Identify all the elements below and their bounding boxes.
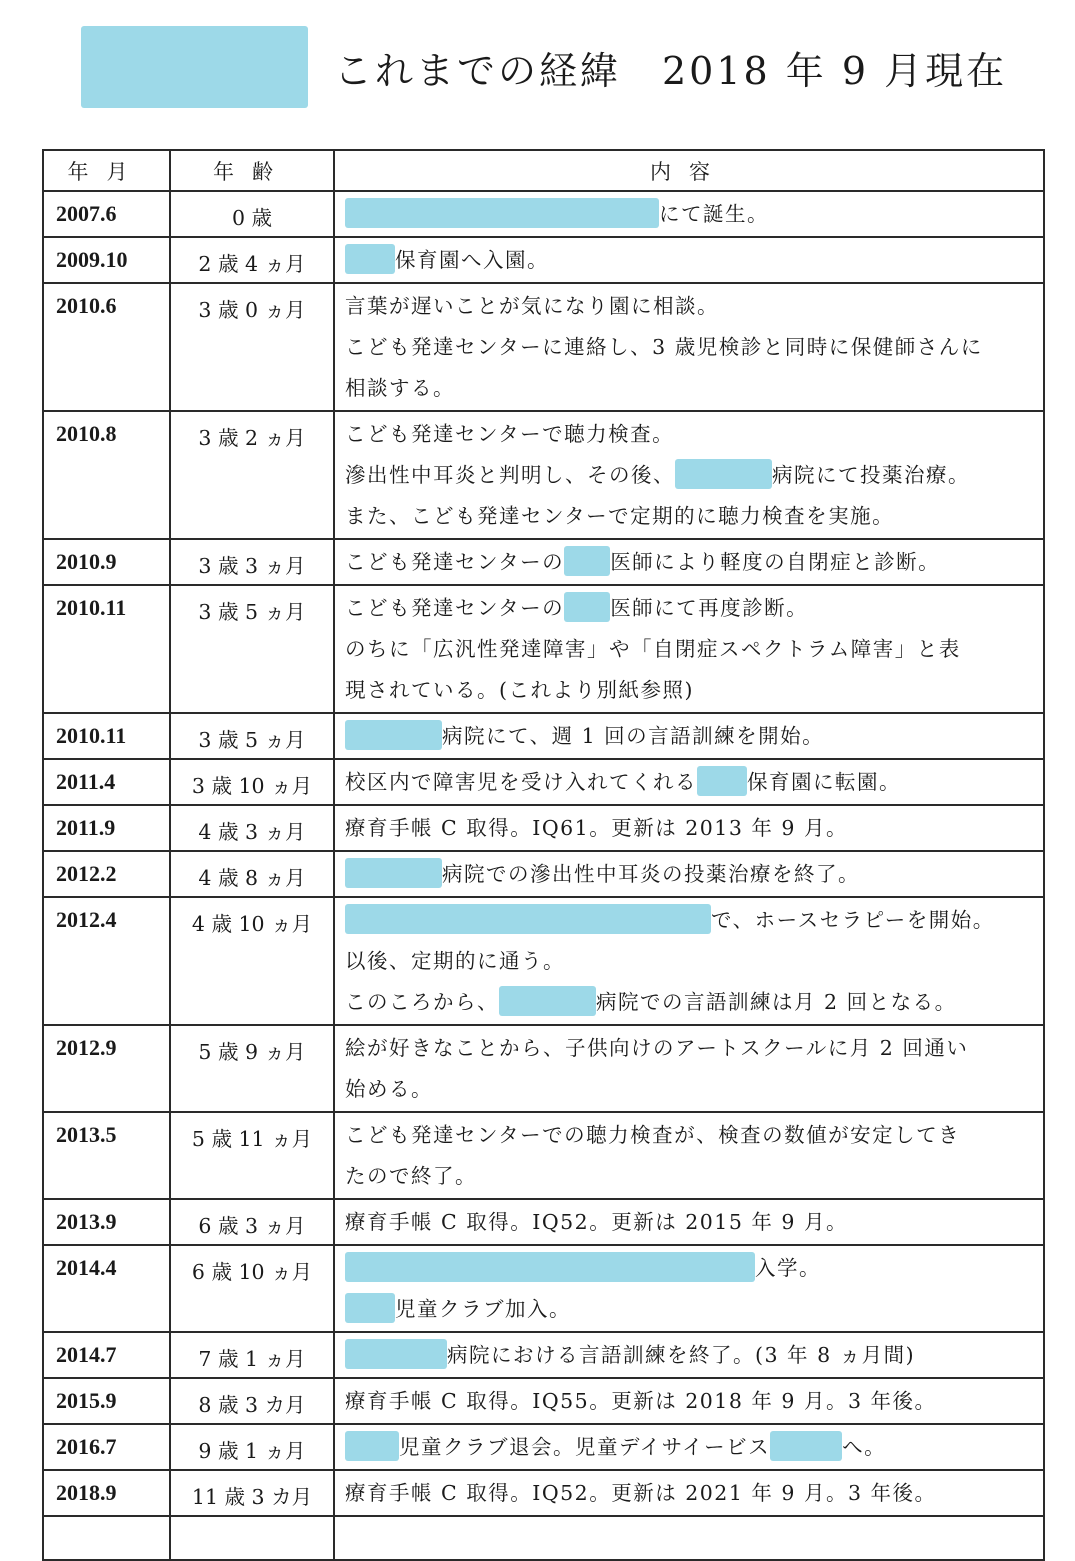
content-cell <box>334 237 1044 283</box>
content-cell <box>334 1470 1044 1516</box>
content-cell <box>334 539 1044 585</box>
table-row <box>43 237 1044 283</box>
table-row <box>43 283 1044 411</box>
content-line <box>345 589 1033 630</box>
content-line <box>345 1290 1033 1331</box>
content-line <box>345 809 1033 850</box>
content-text: こども発達センターの <box>345 596 565 620</box>
table-row <box>43 585 1044 713</box>
content-line <box>345 1029 1033 1070</box>
content-text: 入学。 <box>755 1256 821 1280</box>
content-line <box>345 497 1033 538</box>
content-text: 保育園に転園。 <box>747 770 901 794</box>
content-text: 療育手帳 C 取得。IQ55。更新は 2018 年 9 月。3 年後。 <box>345 1389 937 1413</box>
content-text: 滲出性中耳炎と判明し、その後、 <box>345 463 675 487</box>
content-line <box>345 543 1033 584</box>
content-cell <box>334 851 1044 897</box>
content-text: のちに「広汎性発達障害」や「自閉症スペクトラム障害」と表 <box>345 637 961 661</box>
age-cell: 3 歳 3 ヵ月 <box>170 539 334 585</box>
content-cell <box>334 1424 1044 1470</box>
date-cell: 2014.4 <box>43 1245 170 1332</box>
age-cell: 3 歳 2 ヵ月 <box>170 411 334 539</box>
date-cell: 2010.11 <box>43 713 170 759</box>
header-age: 年齢 <box>170 150 334 191</box>
date-cell: 2012.9 <box>43 1025 170 1112</box>
content-cell <box>334 1332 1044 1378</box>
date-cell: 2010.9 <box>43 539 170 585</box>
content-text: 医師により軽度の自閉症と診断。 <box>610 550 941 574</box>
redacted-text-block <box>564 592 610 622</box>
date-cell: 2010.6 <box>43 283 170 411</box>
table-row <box>43 1245 1044 1332</box>
content-text: 児童クラブ加入。 <box>395 1297 571 1321</box>
content-text: こども発達センターに連絡し、3 歳児検診と同時に保健師さんに <box>345 335 983 359</box>
content-line <box>345 1474 1033 1515</box>
content-line <box>345 1116 1033 1157</box>
content-text: 病院における言語訓練を終了。(3 年 8 ヵ月間) <box>447 1343 916 1367</box>
age-cell: 6 歳 10 ヵ月 <box>170 1245 334 1332</box>
table-row <box>43 1112 1044 1199</box>
age-cell: 3 歳 0 ヵ月 <box>170 283 334 411</box>
age-cell: 4 歳 10 ヵ月 <box>170 897 334 1025</box>
content-text: 以後、定期的に通う。 <box>345 949 565 973</box>
age-cell: 5 歳 11 ヵ月 <box>170 1112 334 1199</box>
table-row <box>43 539 1044 585</box>
age-cell: 8 歳 3 カ月 <box>170 1378 334 1424</box>
content-text: また、こども発達センターで定期的に聴力検査を実施。 <box>345 504 895 528</box>
content-text: こども発達センターで聴力検査。 <box>345 422 675 446</box>
content-cell <box>334 1245 1044 1332</box>
age-cell: 5 歳 9 ヵ月 <box>170 1025 334 1112</box>
age-cell: 4 歳 3 ヵ月 <box>170 805 334 851</box>
content-line <box>345 855 1033 896</box>
content-text: 児童クラブ退会。児童デイサイービス <box>399 1435 771 1459</box>
content-text: 療育手帳 C 取得。IQ61。更新は 2013 年 9 月。 <box>345 816 848 840</box>
content-text: へ。 <box>842 1435 887 1459</box>
content-text: 病院での滲出性中耳炎の投薬治療を終了。 <box>442 862 860 886</box>
content-line <box>345 1203 1033 1244</box>
content-line <box>345 901 1033 942</box>
content-line <box>345 195 1033 236</box>
content-line <box>345 717 1033 758</box>
date-cell: 2007.6 <box>43 191 170 237</box>
table-row <box>43 1424 1044 1470</box>
age-cell: 11 歳 3 カ月 <box>170 1470 334 1516</box>
content-cell <box>334 805 1044 851</box>
content-line <box>345 415 1033 456</box>
content-text: このころから、 <box>345 990 499 1014</box>
table-row <box>43 191 1044 237</box>
date-cell: 2009.10 <box>43 237 170 283</box>
date-cell: 2016.7 <box>43 1424 170 1470</box>
redacted-text-block <box>675 459 772 489</box>
content-cell <box>334 759 1044 805</box>
content-line <box>345 328 1033 369</box>
date-cell: 2012.4 <box>43 897 170 1025</box>
content-text: 言葉が遅いことが気になり園に相談。 <box>345 294 719 318</box>
content-text: にて誕生。 <box>659 202 769 226</box>
age-cell: 3 歳 5 ヵ月 <box>170 713 334 759</box>
content-text: こども発達センターの <box>345 550 565 574</box>
content-cell <box>334 1025 1044 1112</box>
redacted-text-block <box>345 1431 399 1461</box>
table-row <box>43 1025 1044 1112</box>
date-cell: 2010.11 <box>43 585 170 713</box>
age-cell: 0 歳 <box>170 191 334 237</box>
redacted-text-block <box>345 1293 395 1323</box>
content-line <box>345 287 1033 328</box>
date-cell: 2013.5 <box>43 1112 170 1199</box>
content-text: で、ホースセラピーを開始。 <box>711 908 995 932</box>
empty-content-cell <box>334 1516 1044 1560</box>
table-row <box>43 851 1044 897</box>
content-text: 校区内で障害児を受け入れてくれる <box>345 770 697 794</box>
age-cell: 6 歳 3 ヵ月 <box>170 1199 334 1245</box>
date-cell: 2015.9 <box>43 1378 170 1424</box>
content-text: 病院にて、週 1 回の言語訓練を開始。 <box>442 724 825 748</box>
content-cell <box>334 411 1044 539</box>
content-line <box>345 1428 1033 1469</box>
date-cell: 2010.8 <box>43 411 170 539</box>
content-text: 病院にて投薬治療。 <box>772 463 970 487</box>
date-cell: 2018.9 <box>43 1470 170 1516</box>
content-text: たので終了。 <box>345 1164 477 1188</box>
content-cell <box>334 1378 1044 1424</box>
content-line <box>345 671 1033 712</box>
content-cell <box>334 191 1044 237</box>
content-line <box>345 1157 1033 1198</box>
age-cell: 7 歳 1 ヵ月 <box>170 1332 334 1378</box>
content-text: 絵が好きなことから、子供向けのアートスクールに月 2 回通い <box>345 1036 969 1060</box>
date-cell: 2011.4 <box>43 759 170 805</box>
table-row <box>43 759 1044 805</box>
table-row <box>43 897 1044 1025</box>
date-cell: 2014.7 <box>43 1332 170 1378</box>
content-line <box>345 241 1033 282</box>
empty-date-cell <box>43 1516 170 1560</box>
redacted-text-block <box>499 986 596 1016</box>
age-cell: 9 歳 1 ヵ月 <box>170 1424 334 1470</box>
table-row <box>43 1378 1044 1424</box>
content-text: 医師にて再度診断。 <box>610 596 809 620</box>
content-cell <box>334 283 1044 411</box>
content-text: 病院での言語訓練は月 2 回となる。 <box>596 990 957 1014</box>
content-line <box>345 942 1033 983</box>
content-line <box>345 1382 1033 1423</box>
content-line <box>345 983 1033 1024</box>
age-cell: 4 歳 8 ヵ月 <box>170 851 334 897</box>
date-cell: 2011.9 <box>43 805 170 851</box>
header-date: 年月 <box>43 150 170 191</box>
empty-row <box>43 1516 1044 1560</box>
content-text: 相談する。 <box>345 376 455 400</box>
redacted-name-box <box>81 26 308 108</box>
date-cell: 2012.2 <box>43 851 170 897</box>
redacted-text-block <box>345 1252 755 1282</box>
document-title: これまでの経緯 2018 年 9 月現在 <box>334 49 1008 93</box>
content-line <box>345 1249 1033 1290</box>
table-row <box>43 1199 1044 1245</box>
content-text: こども発達センターでの聴力検査が、検査の数値が安定してき <box>345 1123 961 1147</box>
table-row <box>43 1332 1044 1378</box>
content-text: 療育手帳 C 取得。IQ52。更新は 2021 年 9 月。3 年後。 <box>345 1481 937 1505</box>
age-cell: 3 歳 10 ヵ月 <box>170 759 334 805</box>
content-line <box>345 763 1033 804</box>
content-line <box>345 1070 1033 1111</box>
redacted-text-block <box>345 720 442 750</box>
header-content: 内容 <box>334 150 1044 191</box>
age-cell: 3 歳 5 ヵ月 <box>170 585 334 713</box>
redacted-text-block <box>345 1339 447 1369</box>
table-row <box>43 713 1044 759</box>
redacted-text-block <box>770 1431 842 1461</box>
redacted-text-block <box>345 904 711 934</box>
content-cell <box>334 1199 1044 1245</box>
redacted-text-block <box>697 766 747 796</box>
content-line <box>345 1336 1033 1377</box>
table-row <box>43 805 1044 851</box>
history-table <box>42 149 1045 1561</box>
content-line <box>345 456 1033 497</box>
content-line <box>345 630 1033 671</box>
date-cell: 2013.9 <box>43 1199 170 1245</box>
content-cell <box>334 585 1044 713</box>
content-text: 現されている。(これより別紙参照) <box>345 678 694 702</box>
table-row <box>43 411 1044 539</box>
redacted-text-block <box>564 546 610 576</box>
content-text: 始める。 <box>345 1077 433 1101</box>
redacted-text-block <box>345 198 659 228</box>
table-row <box>43 1470 1044 1516</box>
content-cell <box>334 713 1044 759</box>
table-header-row <box>43 150 1044 191</box>
empty-age-cell <box>170 1516 334 1560</box>
content-text: 療育手帳 C 取得。IQ52。更新は 2015 年 9 月。 <box>345 1210 848 1234</box>
age-cell: 2 歳 4 ヵ月 <box>170 237 334 283</box>
content-cell <box>334 1112 1044 1199</box>
content-line <box>345 369 1033 410</box>
content-text: 保育園へ入園。 <box>395 248 549 272</box>
redacted-text-block <box>345 244 395 274</box>
redacted-text-block <box>345 858 442 888</box>
content-cell <box>334 897 1044 1025</box>
